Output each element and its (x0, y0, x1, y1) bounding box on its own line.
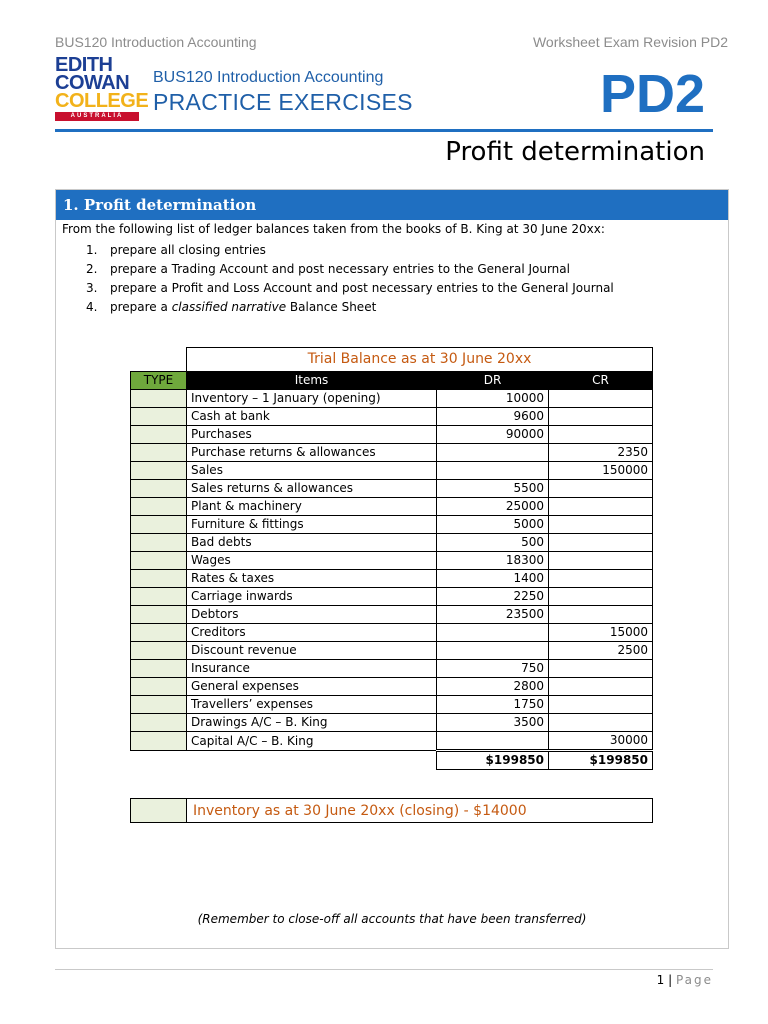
table-row (131, 444, 653, 462)
row-item: Creditors (187, 624, 437, 642)
list-item: 1. prepare all closing entries (86, 243, 266, 257)
row-credit: 2350 (549, 444, 653, 462)
row-credit (549, 678, 653, 696)
row-item: Purchase returns & allowances (187, 444, 437, 462)
section-heading: 1. Profit determination (56, 190, 728, 220)
table-row (131, 534, 653, 552)
row-item: General expenses (187, 678, 437, 696)
table-row (131, 642, 653, 660)
row-debit: 10000 (437, 390, 549, 408)
trial-balance-table (130, 347, 653, 770)
total-debit: $199850 (437, 751, 549, 770)
row-item: Sales returns & allowances (187, 480, 437, 498)
row-item: Insurance (187, 660, 437, 678)
running-header-left: BUS120 Introduction Accounting (55, 34, 257, 50)
row-item: Travellers’ expenses (187, 696, 437, 714)
closing-inventory-text: Inventory as at 30 June 20xx (closing) - $14000 (187, 799, 653, 823)
row-debit (437, 642, 549, 660)
row-item: Sales (187, 462, 437, 480)
exercise-intro: From the following list of ledger balances taken from the books of B. King at 30 June 20xx: (62, 222, 605, 236)
type-input-cell[interactable] (131, 516, 187, 534)
row-debit: 2250 (437, 588, 549, 606)
row-item: Furniture & fittings (187, 516, 437, 534)
type-input-cell[interactable] (131, 462, 187, 480)
type-input-cell[interactable] (131, 552, 187, 570)
table-row (131, 426, 653, 444)
logo-line-3: COLLEGE (55, 90, 149, 112)
type-input-cell[interactable] (131, 390, 187, 408)
row-item: Inventory – 1 January (opening) (187, 390, 437, 408)
col-header-type: TYPE (131, 372, 187, 390)
table-row (131, 408, 653, 426)
list-item: 3. prepare a Profit and Loss Account and post necessary entries to the General Journal (86, 281, 614, 295)
row-credit: 150000 (549, 462, 653, 480)
row-item: Plant & machinery (187, 498, 437, 516)
row-credit (549, 696, 653, 714)
type-input-cell[interactable] (131, 714, 187, 732)
row-debit: 25000 (437, 498, 549, 516)
table-row (131, 570, 653, 588)
row-debit: 90000 (437, 426, 549, 444)
practice-title: PRACTICE EXERCISES (153, 89, 413, 115)
table-row (131, 660, 653, 678)
list-item: 4. prepare a classified narrative Balance Sheet (86, 300, 377, 314)
row-credit (549, 660, 653, 678)
row-credit (549, 714, 653, 732)
type-input-cell[interactable] (131, 660, 187, 678)
table-row (131, 678, 653, 696)
logo-line-2: COWAN (55, 72, 130, 94)
page-footer (657, 973, 713, 987)
row-item: Rates & taxes (187, 570, 437, 588)
row-debit (437, 444, 549, 462)
table-row (131, 732, 653, 751)
table-row (131, 390, 653, 408)
logo-band: AUSTRALIA (55, 112, 139, 121)
type-input-cell[interactable] (131, 408, 187, 426)
list-item: 2. prepare a Trading Account and post necessary entries to the General Journal (86, 262, 570, 276)
row-item: Wages (187, 552, 437, 570)
table-header-row (131, 372, 653, 390)
header-divider (55, 129, 713, 132)
total-credit: $199850 (549, 751, 653, 770)
row-debit: 18300 (437, 552, 549, 570)
col-header-items: Items (187, 372, 437, 390)
footer-separator: | (668, 973, 673, 987)
table-row (131, 552, 653, 570)
table-row (131, 606, 653, 624)
table-row (131, 696, 653, 714)
reminder-note: (Remember to close-off all accounts that have been transferred) (197, 912, 587, 926)
page-subtitle: Profit determination (445, 137, 705, 167)
row-debit: 2800 (437, 678, 549, 696)
row-debit: 9600 (437, 408, 549, 426)
page-label: Page (675, 973, 713, 987)
table-row (131, 462, 653, 480)
row-debit: 23500 (437, 606, 549, 624)
row-credit (549, 426, 653, 444)
table-row (131, 624, 653, 642)
row-credit (549, 498, 653, 516)
type-input-cell[interactable] (131, 480, 187, 498)
table-row (131, 588, 653, 606)
row-credit (549, 606, 653, 624)
row-item: Cash at bank (187, 408, 437, 426)
row-credit (549, 534, 653, 552)
row-credit (549, 408, 653, 426)
row-debit (437, 462, 549, 480)
table-row (131, 714, 653, 732)
row-credit (549, 588, 653, 606)
row-debit (437, 624, 549, 642)
row-debit: 5000 (437, 516, 549, 534)
logo-line-1: EDITH (55, 54, 113, 76)
table-title: Trial Balance as at 30 June 20xx (187, 348, 653, 372)
type-input-cell[interactable] (131, 426, 187, 444)
type-input-cell[interactable] (131, 732, 187, 751)
row-item: Purchases (187, 426, 437, 444)
type-input-cell[interactable] (131, 534, 187, 552)
running-header-right: Worksheet Exam Revision PD2 (532, 34, 728, 50)
row-item: Drawings A/C – B. King (187, 714, 437, 732)
table-row (131, 498, 653, 516)
row-debit: 1400 (437, 570, 549, 588)
type-input-cell[interactable] (131, 570, 187, 588)
type-input-cell[interactable] (131, 624, 187, 642)
row-credit (549, 552, 653, 570)
module-code: PD2 (599, 64, 705, 124)
row-item: Discount revenue (187, 642, 437, 660)
table-row (131, 516, 653, 534)
table-row (131, 480, 653, 498)
type-input-cell[interactable] (131, 696, 187, 714)
type-input-cell[interactable] (131, 588, 187, 606)
row-item: Capital A/C – B. King (187, 732, 437, 751)
type-input-cell[interactable] (131, 444, 187, 462)
col-header-cr: CR (549, 372, 653, 390)
closing-inventory-row (130, 798, 653, 823)
row-credit: 30000 (549, 732, 653, 751)
course-title: BUS120 Introduction Accounting (153, 69, 384, 86)
footer-divider (55, 969, 713, 970)
row-credit: 2500 (549, 642, 653, 660)
type-input-cell[interactable] (131, 606, 187, 624)
totals-row (131, 751, 653, 770)
type-input-cell[interactable] (131, 799, 187, 823)
row-credit (549, 570, 653, 588)
row-debit: 5500 (437, 480, 549, 498)
row-item: Debtors (187, 606, 437, 624)
row-debit: 3500 (437, 714, 549, 732)
row-item: Bad debts (187, 534, 437, 552)
row-debit (437, 732, 549, 751)
row-credit: 15000 (549, 624, 653, 642)
instruction-list (86, 241, 614, 317)
row-credit (549, 516, 653, 534)
row-credit (549, 390, 653, 408)
type-input-cell[interactable] (131, 498, 187, 516)
college-logo (55, 54, 149, 124)
row-debit: 500 (437, 534, 549, 552)
type-input-cell[interactable] (131, 678, 187, 696)
col-header-dr: DR (437, 372, 549, 390)
row-credit (549, 480, 653, 498)
page-number: 1 (656, 973, 665, 987)
row-debit: 1750 (437, 696, 549, 714)
row-debit: 750 (437, 660, 549, 678)
type-input-cell[interactable] (131, 642, 187, 660)
row-item: Carriage inwards (187, 588, 437, 606)
